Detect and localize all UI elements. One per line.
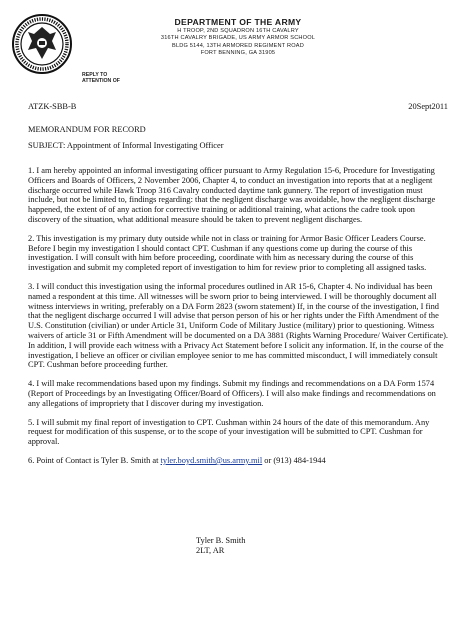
paragraph-5: 5. I will submit my final report of investigation to CPT. Cushman within 24 hours of the date of this memorandum. Any request for modification of this suspense, or to the scope of your investigation will be submitted to CPT. Cushman for approval. [28, 417, 430, 447]
memo-subject: SUBJECT: Appointment of Informal Investigating Officer [28, 141, 224, 150]
department-title: DEPARTMENT OF THE ARMY [174, 17, 302, 27]
memo-body [28, 166, 448, 475]
reply-to-label [82, 72, 120, 84]
contact-phone: or (913) 484-1944 [262, 455, 326, 465]
brigade-line: 316TH CAVALRY BRIGADE, US ARMY ARMOR SCHOOL [160, 35, 316, 42]
attention-of-line: ATTENTION OF [82, 78, 120, 84]
paragraph-1: 1. I am hereby appointed an informal investigating officer pursuant to Army Regulation 15-6, Procedure for Investigating Officers and Boards of Officers, 2 November 2006, Chapter 4, to conduct an investigation into reports that at a negligent discharge occurred while Hawk Troop 316 Cavalry conducted daytime tank gunnery. The report of investigation must include, but not be limited to, findings regarding: that the negligent discharge was avoidable, how the negligent discharge happened, the extent of of any action for corrective training or additional training, what actions the cadre took upon discovery of the situation, what additional measure should be taken to prevent negligent discharges. [28, 166, 436, 224]
contact-email-link[interactable]: tyler.boyd.smith@us.army.mil [160, 455, 263, 465]
office-symbol-row [28, 102, 448, 112]
contact-prefix: 6. Point of Contact is Tyler B. Smith at [28, 455, 161, 465]
signature-rank: 2LT, AR [196, 546, 225, 555]
paragraph-4: 4. I will make recommendations based upon my findings. Submit my findings and recommendations on a DA Form 1574 (Report of Proceedings by an Investigating Officer/Board of Officers). I will also make findings and recommendations on any allegations of impropriety that I discover during my investigation. [28, 379, 436, 408]
address-line: BLDG 5144, 13TH ARMORED REGIMENT ROAD [172, 42, 304, 49]
paragraph-3: 3. I will conduct this investigation using the informal procedures outlined in AR 15-6, Chapter 4. No individual has been named a respondent at this time. All witnesses will be sworn prior to being interviewed. I will be thoroughly document all witness interviews in writing, preferably on a DA Form 2823 (sworn statement) If, in the course of the investigation, I find that the negligent discharge occurred I will advise that person person of his or her rights under the Fifth Amendment of the U.S. Constitution (civilian) or under Article 31, Uniform Code of Military Justice (military) prior to questioning. Witness waivers of article 31 or Fifth Amendment will be documented on a DA 3881 (Rights Warning Procedure/ Waiver Certificate). In addition, I will provide each witness with a Privacy Act Statement before I solicit any information. If, in the course of the investigation, I believe an officer or civilian employee senior to me has committed misconduct, I will immediately consult CPT. Cushman before proceeding further. [28, 281, 449, 370]
unit-line: H TROOP, 2ND SQUADRON 16TH CAVALRY [177, 28, 299, 34]
signature-name: Tyler B. Smith [196, 536, 246, 545]
letterhead [120, 17, 356, 58]
army-seal-icon [12, 14, 72, 74]
paragraph-2: 2. This investigation is my primary duty outside while not in class or training for Armor Basic Officer Leaders Course. Before I begin my investigation I should contact CPT. Cushman if any questions come up during the course of this investigation. I will consult with him before proceeding, coordinate with him as necessary during the course of this investigation and submit my completed report of investigation to him for review prior to completing all assigned tasks. [28, 233, 427, 273]
memo-date: 20Sept2011 [408, 102, 448, 111]
signature-block [196, 536, 245, 556]
city-line: FORT BENNING, GA 31905 [200, 50, 276, 57]
reply-to-line: REPLY TO [82, 72, 108, 78]
paragraph-6 [28, 456, 448, 466]
memo-title: MEMORANDUM FOR RECORD [28, 125, 146, 134]
office-symbol: ATZK-SBB-B [28, 102, 77, 111]
